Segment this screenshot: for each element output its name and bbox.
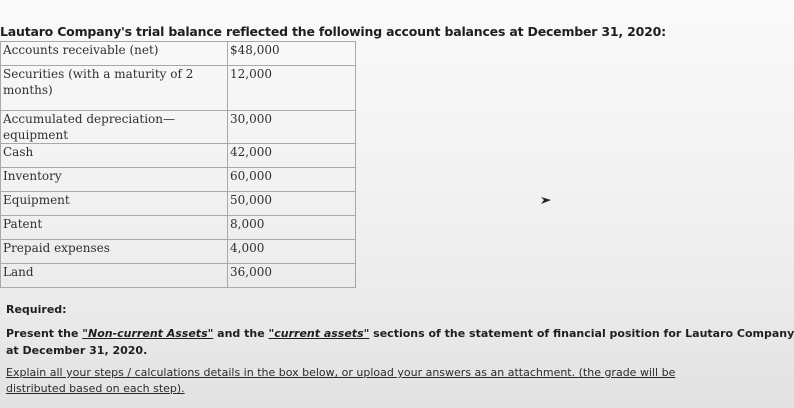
instruction-date: at December 31, 2020.: [6, 344, 148, 357]
table-row: [1, 144, 356, 168]
explain-note: Explain all your steps / calculations details in the box below, or upload your answers as an attachment. (the grade will be distributed based on each step).: [6, 366, 676, 395]
account-value: 60,000: [228, 168, 356, 192]
table-row: [1, 264, 356, 288]
account-label: Patent: [1, 216, 228, 240]
account-value: $48,000: [228, 42, 356, 66]
cursor-arrow-icon: [541, 195, 551, 205]
account-label: Cash: [1, 144, 228, 168]
table-row: [1, 111, 356, 144]
account-value: 8,000: [228, 216, 356, 240]
instruction-text: sections of the statement of financial position for Lautaro Company: [369, 327, 794, 340]
current-assets-term: "current assets": [268, 327, 370, 340]
account-value: 4,000: [228, 240, 356, 264]
table-row: [1, 240, 356, 264]
table-row: [1, 192, 356, 216]
table-row: [1, 42, 356, 66]
required-instruction: [6, 325, 794, 359]
account-label: Land: [1, 264, 228, 288]
account-value: 30,000: [228, 111, 356, 144]
account-label: Equipment: [1, 192, 228, 216]
account-label: Prepaid expenses: [1, 240, 228, 264]
instruction-text: Present the: [6, 327, 83, 340]
non-current-assets-term: "Non-current Assets": [82, 327, 214, 340]
account-value: 36,000: [228, 264, 356, 288]
account-label: Accounts receivable (net): [1, 42, 228, 66]
account-label: Inventory: [1, 168, 228, 192]
table-row: [1, 216, 356, 240]
trial-balance-table: [0, 41, 356, 288]
account-value: 50,000: [228, 192, 356, 216]
account-value: 12,000: [228, 66, 356, 111]
instruction-text: and the: [213, 327, 269, 340]
account-value: 42,000: [228, 144, 356, 168]
table-row: [1, 66, 356, 111]
account-label: Accumulated depreciation—equipment: [1, 111, 228, 144]
account-label: Securities (with a maturity of 2 months): [1, 66, 228, 111]
table-row: [1, 168, 356, 192]
page-title: Lautaro Company's trial balance reflected the following account balances at December 31, 2020:: [0, 24, 666, 39]
required-heading: Required:: [6, 303, 67, 316]
